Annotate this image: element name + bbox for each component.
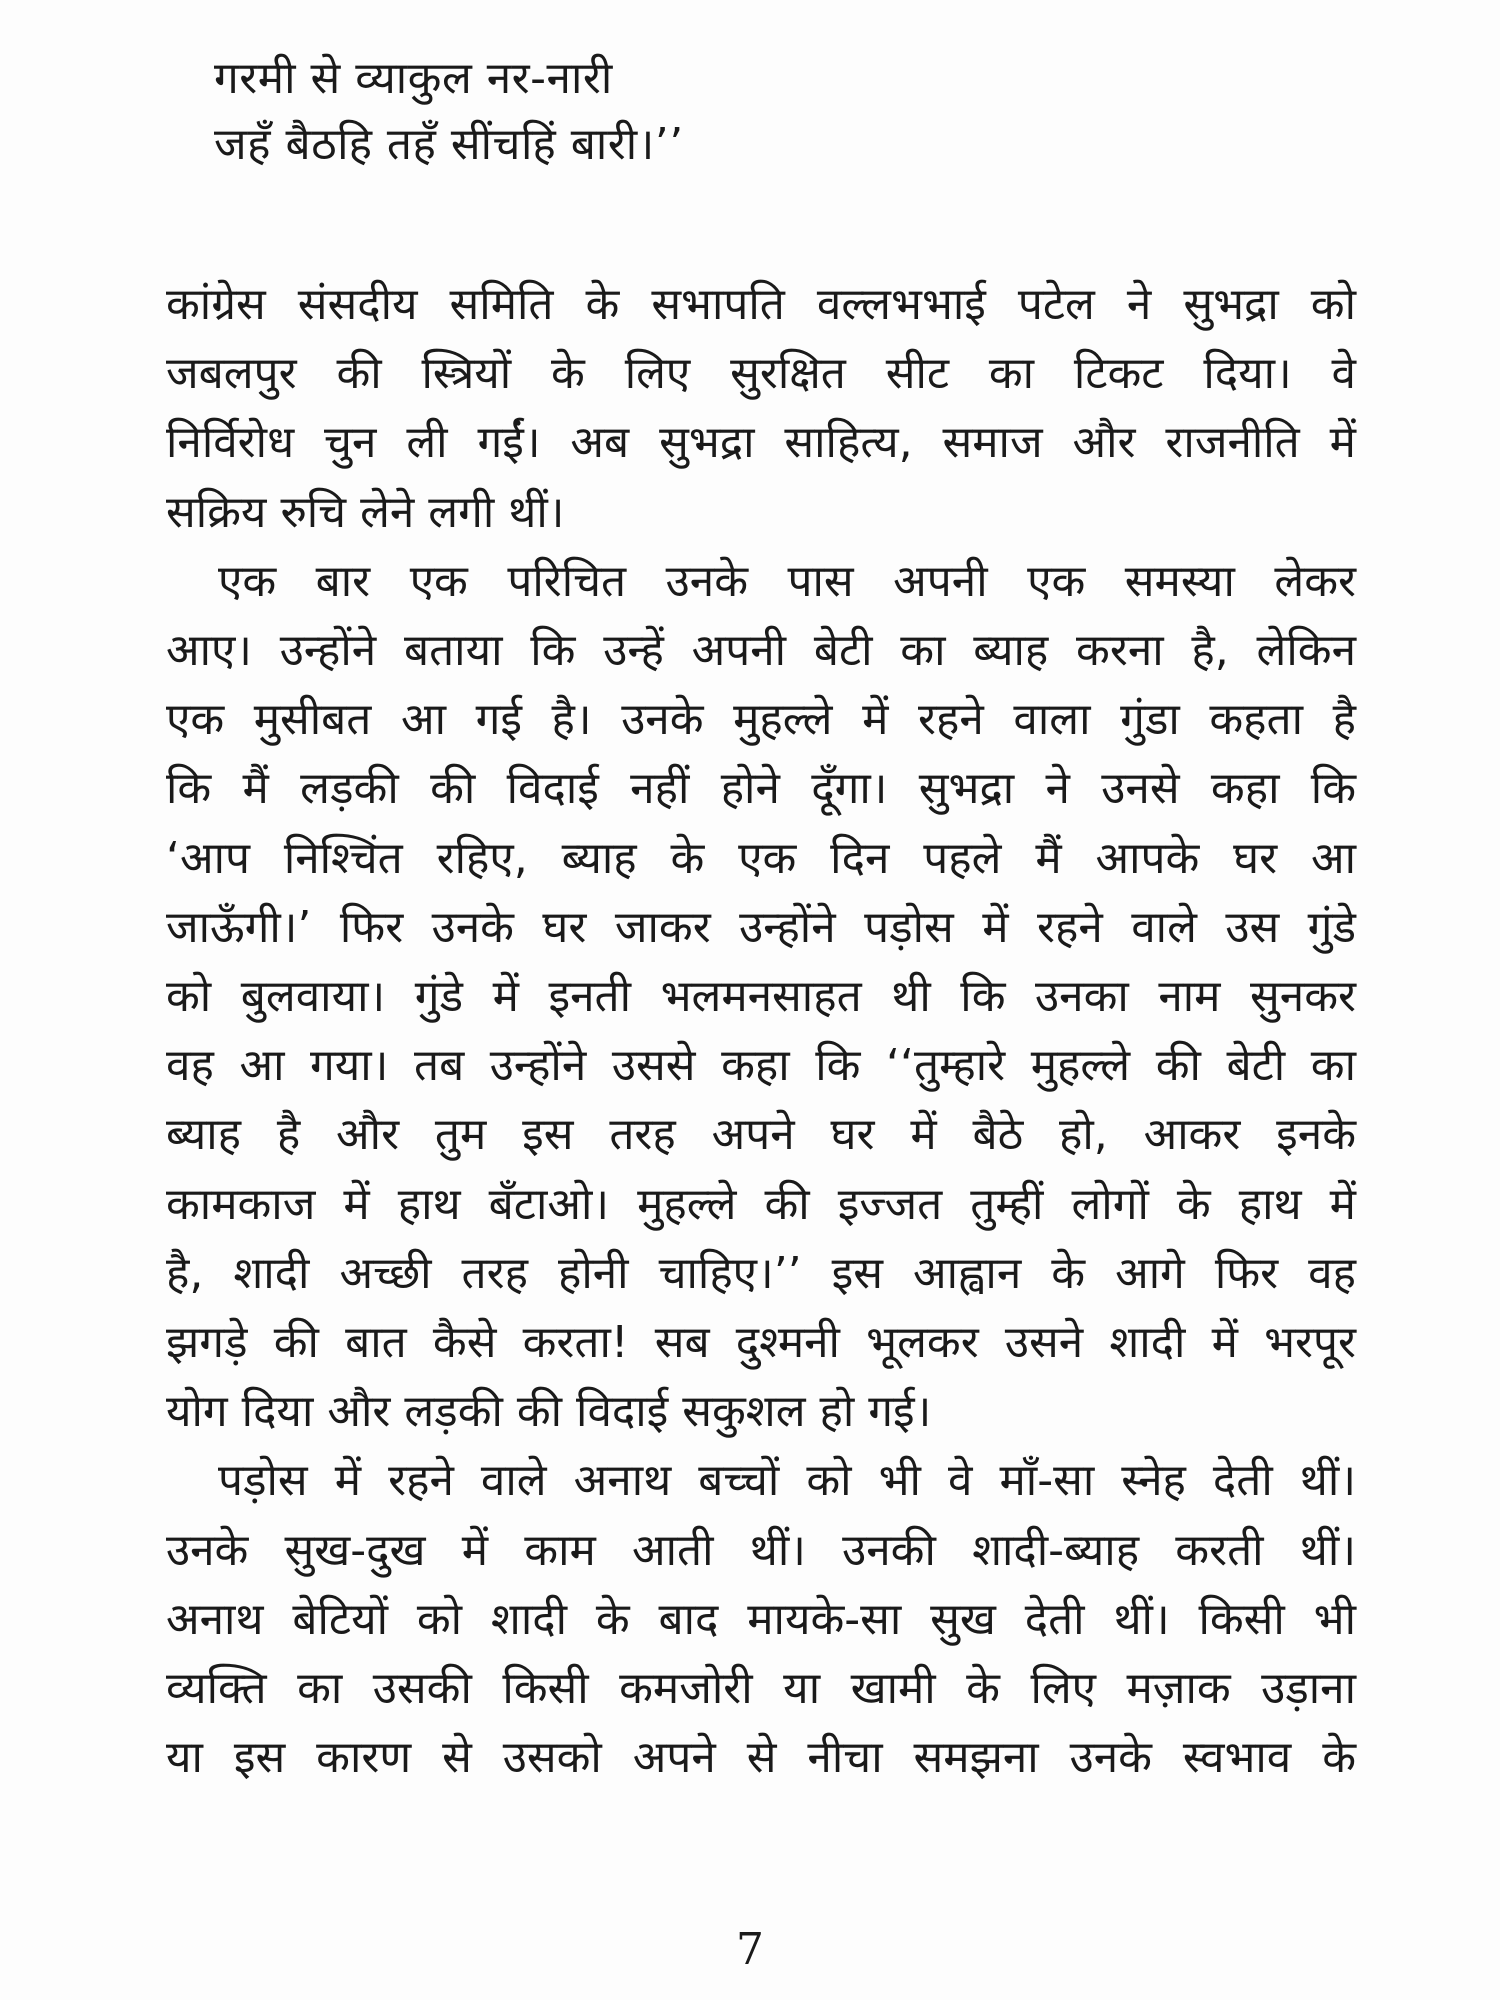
text-line: कामकाज में हाथ बँटाओ। मुहल्ले की इज्जत तुम्हीं लोगों के हाथ में [166, 1178, 1356, 1230]
poem-line: गरमी से व्याकुल नर-नारी [214, 53, 613, 104]
text-line: व्यक्ति का उसकी किसी कमजोरी या खामी के लिए मज़ाक उड़ाना [166, 1663, 1356, 1715]
text-line: है, शादी अच्छी तरह होनी चाहिए।’’ इस आह्वान के आगे फिर वह [166, 1247, 1356, 1299]
paragraph-3 [166, 1446, 1356, 1792]
text-line: झगड़े की बात कैसे करता! सब दुश्मनी भूलकर उसने शादी में भरपूर [166, 1317, 1356, 1369]
text-line: पड़ोस में रहने वाले अनाथ बच्चों को भी वे माँ-सा स्नेह देती थीं। [218, 1455, 1356, 1507]
text-line: सक्रिय रुचि लेने लगी थीं। [166, 486, 565, 538]
text-line: या इस कारण से उसको अपने से नीचा समझना उनके स्वभाव के [166, 1732, 1356, 1784]
text-line: आए। उन्होंने बताया कि उन्हें अपनी बेटी का ब्याह करना है, लेकिन [166, 625, 1356, 677]
text-line: ‘आप निश्चिंत रहिए, ब्याह के एक दिन पहले मैं आपके घर आ [166, 832, 1356, 884]
paragraph-2 [166, 547, 1356, 1447]
text-line: निर्विरोध चुन ली गईं। अब सुभद्रा साहित्य, समाज और राजनीति में [166, 417, 1356, 469]
text-line: वह आ गया। तब उन्होंने उससे कहा कि ‘‘तुम्हारे मुहल्ले की बेटी का [166, 1040, 1356, 1092]
poem-quote [214, 46, 1314, 178]
text-line: कि मैं लड़की की विदाई नहीं होने दूँगा। सुभद्रा ने उनसे कहा कि [166, 763, 1356, 815]
text-line: जबलपुर की स्त्रियों के लिए सुरक्षित सीट का टिकट दिया। वे [166, 348, 1356, 400]
page-number: 7 [736, 1924, 764, 1975]
body-text [166, 270, 1356, 1792]
text-line: योग दिया और लड़की की विदाई सकुशल हो गई। [166, 1386, 932, 1438]
text-line: को बुलवाया। गुंडे में इनती भलमनसाहत थी कि उनका नाम सुनकर [166, 971, 1356, 1023]
text-line: एक मुसीबत आ गई है। उनके मुहल्ले में रहने वाला गुंडा कहता है [166, 694, 1356, 746]
text-line: जाऊँगी।’ फिर उनके घर जाकर उन्होंने पड़ोस में रहने वाले उस गुंडे [166, 901, 1356, 953]
text-line: कांग्रेस संसदीय समिति के सभापति वल्लभभाई पटेल ने सुभद्रा को [166, 279, 1356, 330]
text-line: एक बार एक परिचित उनके पास अपनी एक समस्या लेकर [218, 555, 1356, 607]
paragraph-1 [166, 270, 1356, 547]
text-line: अनाथ बेटियों को शादी के बाद मायके-सा सुख देती थीं। किसी भी [166, 1593, 1356, 1645]
poem-line: जहँ बैठहि तहँ सींचहिं बारी।’’ [214, 119, 684, 170]
text-line: ब्याह है और तुम इस तरह अपने घर में बैठे हो, आकर इनके [166, 1109, 1356, 1161]
text-line: उनके सुख-दुख में काम आती थीं। उनकी शादी-ब्याह करती थीं। [166, 1524, 1356, 1576]
